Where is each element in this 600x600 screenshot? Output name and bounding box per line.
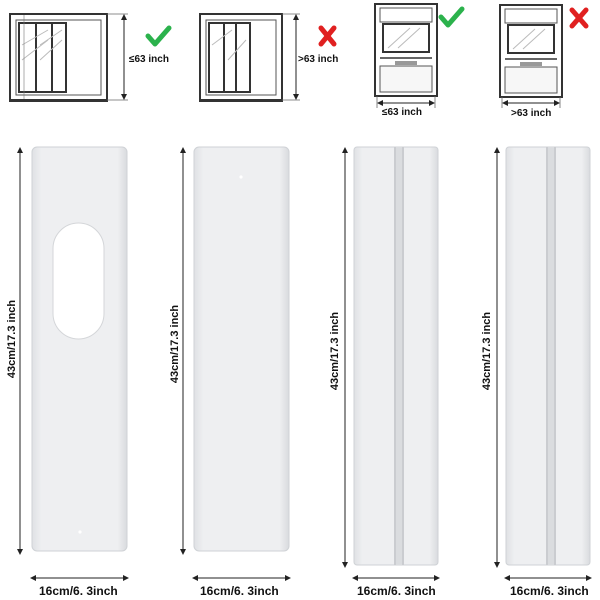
panel-1-width-label: 16cm/6. 3inch — [39, 584, 118, 598]
panel-1-hole-panel — [32, 147, 127, 551]
window-2-illustration — [200, 14, 282, 101]
window-3-illustration — [375, 4, 437, 96]
panel-3-grooved-panel — [354, 147, 438, 565]
panel-1-height-label: 43cm/17.3 inch — [6, 299, 18, 379]
window-4-width-dimension — [502, 97, 560, 108]
window-4-cross-icon — [572, 10, 586, 26]
window-3-limit-label: ≤63 inch — [382, 107, 422, 118]
panel-4-height-label: 43cm/17.3 inch — [481, 311, 493, 391]
window-1-check-icon — [148, 28, 169, 44]
window-1-illustration — [10, 14, 107, 101]
window-2-cross-icon — [321, 28, 334, 44]
panel-4-grooved-panel — [506, 147, 590, 565]
window-4-limit-label: >63 inch — [511, 108, 552, 119]
panel-2-plain-panel — [194, 147, 289, 551]
panel-3-width-label: 16cm/6. 3inch — [357, 584, 436, 598]
panel-2-height-label: 43cm/17.3 inch — [169, 304, 181, 384]
window-1-height-dimension — [107, 14, 128, 100]
panel-1-exhaust-hole — [53, 223, 104, 339]
window-3-check-icon — [441, 9, 462, 25]
panel-2-width-label: 16cm/6. 3inch — [200, 584, 279, 598]
window-1-limit-label: ≤63 inch — [129, 54, 169, 65]
panel-4-width-label: 16cm/6. 3inch — [510, 584, 589, 598]
window-4-illustration — [500, 5, 562, 97]
panel-3-height-label: 43cm/17.3 inch — [329, 311, 341, 391]
window-2-limit-label: >63 inch — [298, 54, 339, 65]
